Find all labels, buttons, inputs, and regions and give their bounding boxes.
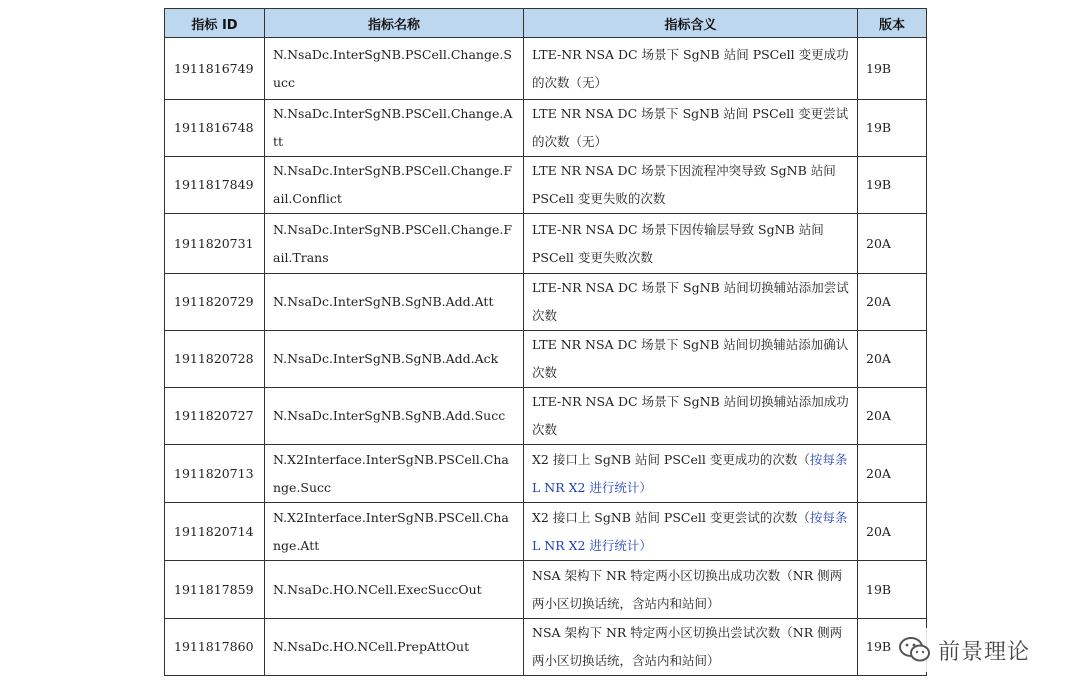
watermark — [898, 628, 1030, 672]
cell-name-text: N.NsaDc.InterSgNB.PSCell.Change.Succ — [273, 46, 512, 90]
cell-meaning — [524, 445, 858, 503]
cell-version-text: 20A — [866, 294, 891, 309]
cell-id-text: 1911817859 — [174, 581, 254, 597]
cell-id — [165, 388, 265, 445]
cell-name-text: N.NsaDc.InterSgNB.SgNB.Add.Ack — [273, 351, 499, 366]
cell-meaning-text: LTE NR NSA DC 场景下因流程冲突导致 SgNB 站间 PSCell 变更失败的次数 — [532, 163, 836, 206]
cell-version-text: 19B — [866, 639, 892, 654]
cell-meaning — [524, 38, 858, 100]
cell-id — [165, 157, 265, 214]
cell-name-text: N.X2Interface.InterSgNB.PSCell.Change.Att — [273, 509, 509, 553]
cell-meaning — [524, 214, 858, 274]
header-name: 指标名称 — [265, 9, 524, 38]
table-row — [165, 100, 927, 157]
wechat-icon — [898, 635, 932, 665]
header-id: 指标 ID — [165, 9, 265, 38]
cell-name-text: N.NsaDc.InterSgNB.PSCell.Change.Fail.Conflict — [273, 163, 513, 206]
cell-meaning — [524, 157, 858, 214]
cell-id — [165, 38, 265, 100]
cell-name-text: N.NsaDc.InterSgNB.PSCell.Change.Att — [273, 106, 513, 149]
cell-id-text: 1911816748 — [174, 120, 254, 135]
cell-meaning-text: LTE NR NSA DC 场景下 SgNB 站间切换辅站添加确认次数 — [532, 337, 849, 380]
cell-meaning — [524, 100, 858, 157]
cell-name — [265, 445, 524, 503]
cell-meaning-text: LTE-NR NSA DC 场景下因传输层导致 SgNB 站间 PSCell 变更失败次数 — [532, 221, 824, 265]
cell-id-text: 1911817849 — [174, 177, 254, 192]
cell-meaning-text: LTE-NR NSA DC 场景下 SgNB 站间 PSCell 变更成功的次数（无） — [532, 46, 849, 90]
cell-meaning — [524, 561, 858, 619]
cell-id-text: 1911816749 — [174, 60, 254, 76]
cell-id — [165, 274, 265, 331]
cell-meaning — [524, 274, 858, 331]
table-row — [165, 214, 927, 274]
cell-meaning-note: 按每条 L NR X2 进行统计） — [532, 509, 848, 553]
cell-name — [265, 274, 524, 331]
cell-name — [265, 331, 524, 388]
cell-meaning — [524, 331, 858, 388]
cell-version-text: 19B — [866, 60, 892, 76]
cell-meaning-text: LTE NR NSA DC 场景下 SgNB 站间 PSCell 变更尝试的次数（无） — [532, 106, 849, 149]
table-row — [165, 503, 927, 561]
cell-id-text: 1911820727 — [174, 408, 254, 423]
cell-name — [265, 214, 524, 274]
cell-id-text: 1911820713 — [174, 465, 254, 481]
table-header-row — [165, 9, 927, 38]
cell-id-text: 1911820714 — [174, 523, 254, 539]
cell-name — [265, 38, 524, 100]
cell-version-text: 20A — [866, 351, 891, 366]
cell-name-text: N.NsaDc.HO.NCell.PrepAttOut — [273, 639, 470, 654]
table-row — [165, 157, 927, 214]
cell-id — [165, 561, 265, 619]
cell-version — [858, 100, 927, 157]
table-row — [165, 445, 927, 503]
cell-id — [165, 100, 265, 157]
cell-id — [165, 619, 265, 676]
cell-name-text: N.X2Interface.InterSgNB.PSCell.Change.Succ — [273, 451, 509, 495]
table-row — [165, 619, 927, 676]
table-row — [165, 561, 927, 619]
watermark-text: 前景理论 — [938, 639, 1031, 665]
cell-name-text: N.NsaDc.HO.NCell.ExecSuccOut — [273, 581, 482, 597]
cell-name-text: N.NsaDc.InterSgNB.SgNB.Add.Att — [273, 294, 494, 309]
cell-id — [165, 503, 265, 561]
cell-version — [858, 157, 927, 214]
cell-name — [265, 503, 524, 561]
cell-version — [858, 445, 927, 503]
cell-version-text: 19B — [866, 177, 892, 192]
header-meaning: 指标含义 — [524, 9, 858, 38]
header-version: 版本 — [858, 9, 927, 38]
cell-name — [265, 388, 524, 445]
cell-name-text: N.NsaDc.InterSgNB.PSCell.Change.Fail.Trans — [273, 221, 513, 265]
cell-name — [265, 157, 524, 214]
cell-version-text: 19B — [866, 581, 892, 597]
cell-meaning — [524, 388, 858, 445]
cell-id — [165, 214, 265, 274]
cell-version-text: 20A — [866, 523, 891, 539]
cell-id — [165, 445, 265, 503]
cell-id-text: 1911820728 — [174, 351, 254, 366]
table-row — [165, 274, 927, 331]
cell-meaning — [524, 619, 858, 676]
cell-version — [858, 274, 927, 331]
cell-name — [265, 100, 524, 157]
cell-version-text: 20A — [866, 235, 891, 251]
cell-version — [858, 331, 927, 388]
cell-meaning-note: 按每条 L NR X2 进行统计） — [532, 451, 848, 495]
cell-version — [858, 214, 927, 274]
cell-meaning-text: X2 接口上 SgNB 站间 PSCell 变更成功的次数（ — [532, 451, 810, 467]
cell-id-text: 1911820729 — [174, 294, 254, 309]
cell-name — [265, 561, 524, 619]
cell-meaning-text: NSA 架构下 NR 特定两小区切换出尝试次数（NR 侧两两小区切换话统，含站内和站间） — [532, 625, 843, 668]
cell-name — [265, 619, 524, 676]
cell-version-text: 19B — [866, 120, 892, 135]
cell-name-text: N.NsaDc.InterSgNB.SgNB.Add.Succ — [273, 408, 506, 423]
kpi-table — [164, 8, 927, 676]
cell-meaning — [524, 503, 858, 561]
cell-version-text: 20A — [866, 408, 891, 423]
cell-version — [858, 38, 927, 100]
table-row — [165, 331, 927, 388]
cell-version — [858, 388, 927, 445]
cell-meaning-text: NSA 架构下 NR 特定两小区切换出成功次数（NR 侧两两小区切换话统，含站内和站间） — [532, 567, 843, 611]
cell-version — [858, 503, 927, 561]
cell-meaning-text: LTE-NR NSA DC 场景下 SgNB 站间切换辅站添加成功次数 — [532, 394, 849, 437]
cell-id-text: 1911817860 — [174, 639, 254, 654]
table-row — [165, 388, 927, 445]
cell-id — [165, 331, 265, 388]
cell-version — [858, 561, 927, 619]
cell-version-text: 20A — [866, 465, 891, 481]
cell-meaning-text: LTE-NR NSA DC 场景下 SgNB 站间切换辅站添加尝试次数 — [532, 280, 849, 323]
cell-meaning-text: X2 接口上 SgNB 站间 PSCell 变更尝试的次数（ — [532, 509, 810, 525]
cell-id-text: 1911820731 — [174, 235, 254, 251]
table-row — [165, 38, 927, 100]
